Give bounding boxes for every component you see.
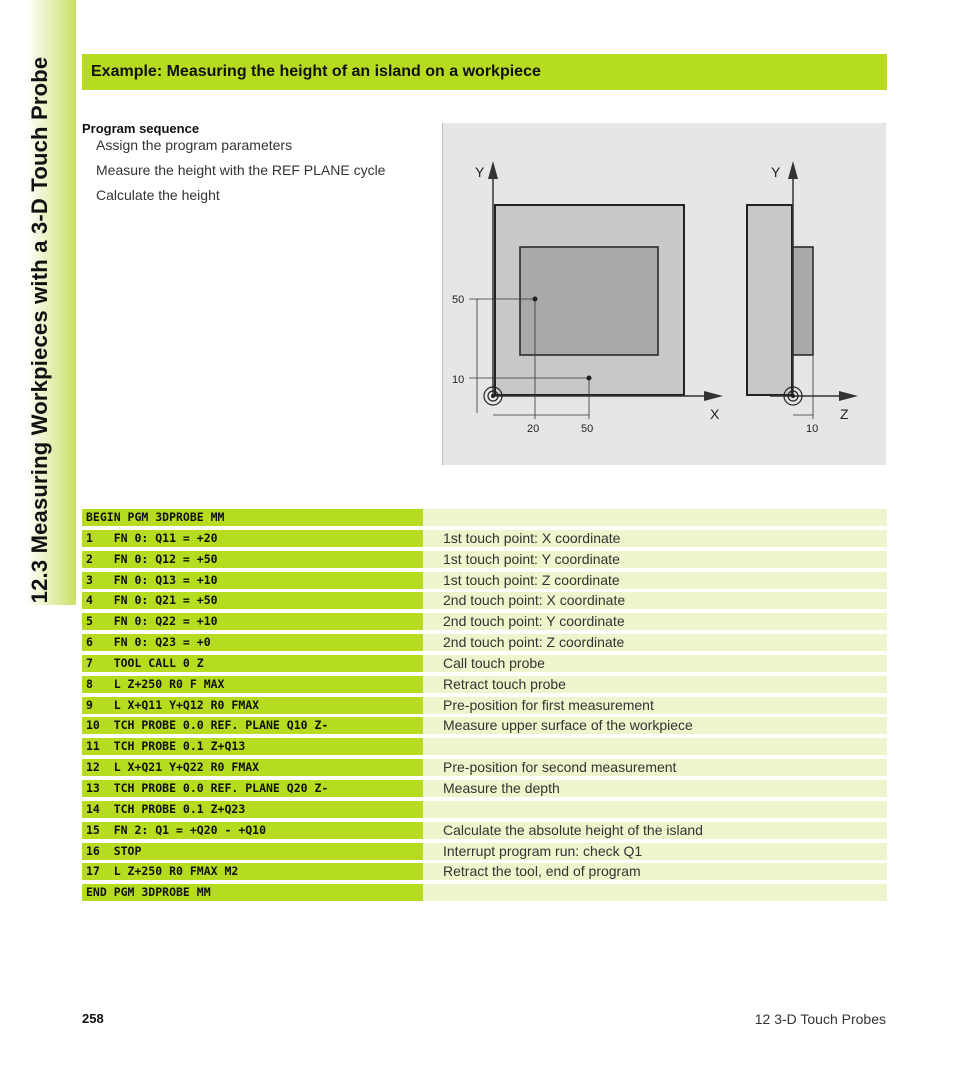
program-description: 2nd touch point: Z coordinate: [423, 634, 887, 651]
sequence-item: Calculate the height: [96, 187, 220, 203]
y-axis-arrow: [488, 161, 498, 179]
program-row: [82, 613, 887, 630]
program-description: [423, 509, 887, 526]
program-description: Measure the depth: [423, 780, 887, 797]
program-row: [82, 759, 887, 776]
sequence-item: Measure the height with the REF PLANE cycle: [96, 162, 386, 178]
workpiece-figure: [442, 123, 886, 465]
example-header: [82, 54, 887, 90]
program-row: [82, 634, 887, 651]
program-row: [82, 780, 887, 797]
program-description: Pre-position for first measurement: [423, 697, 887, 714]
program-code: 9 L X+Q11 Y+Q12 R0 FMAX: [82, 697, 423, 714]
program-code: END PGM 3DPROBE MM: [82, 884, 423, 901]
program-description: Retract the tool, end of program: [423, 863, 887, 880]
program-description: 1st touch point: Z coordinate: [423, 572, 887, 589]
y-axis-label-right: Y: [771, 164, 781, 180]
program-row: [82, 697, 887, 714]
program-description: 2nd touch point: Y coordinate: [423, 613, 887, 630]
z-axis-label: Z: [840, 406, 849, 422]
example-title: Example: Measuring the height of an island on a workpiece: [91, 63, 541, 80]
program-row: [82, 592, 887, 609]
program-description: 1st touch point: X coordinate: [423, 530, 887, 547]
program-description: Measure upper surface of the workpiece: [423, 717, 887, 734]
program-code: 8 L Z+250 R0 F MAX: [82, 676, 423, 693]
program-description: Retract touch probe: [423, 676, 887, 693]
program-row: [82, 655, 887, 672]
program-description: Calculate the absolute height of the island: [423, 822, 887, 839]
z-axis-arrow: [839, 391, 858, 401]
program-code: 12 L X+Q21 Y+Q22 R0 FMAX: [82, 759, 423, 776]
program-description: 2nd touch point: X coordinate: [423, 592, 887, 609]
touch-point-1: [533, 297, 538, 302]
program-description: Pre-position for second measurement: [423, 759, 887, 776]
chapter-title: 12.3 Measuring Workpieces with a 3-D Touch Probe: [27, 56, 52, 604]
dim-label-20-x: 20: [527, 423, 540, 435]
program-listing: [82, 509, 887, 905]
sequence-heading: Program sequence: [82, 121, 200, 136]
program-code: 16 STOP: [82, 843, 423, 860]
program-code: 6 FN 0: Q23 = +0: [82, 634, 423, 651]
program-row: [82, 822, 887, 839]
program-code: 3 FN 0: Q13 = +10: [82, 572, 423, 589]
program-code: 2 FN 0: Q12 = +50: [82, 551, 423, 568]
y-axis-label: Y: [475, 164, 485, 180]
program-code: 11 TCH PROBE 0.1 Z+Q13: [82, 738, 423, 755]
program-row: [82, 530, 887, 547]
dim-label-50-x: 50: [581, 423, 594, 435]
program-code: 17 L Z+250 R0 FMAX M2: [82, 863, 423, 880]
x-axis-label: X: [710, 406, 720, 422]
sequence-item: Assign the program parameters: [96, 137, 293, 153]
program-row: [82, 551, 887, 568]
program-row: [82, 676, 887, 693]
dim-label-10-z: 10: [806, 423, 819, 435]
program-code: 10 TCH PROBE 0.0 REF. PLANE Q10 Z-: [82, 717, 423, 734]
workpiece-drawing: [442, 123, 886, 465]
program-code: 1 FN 0: Q11 = +20: [82, 530, 423, 547]
island-top-view: [520, 247, 658, 355]
program-code: 13 TCH PROBE 0.0 REF. PLANE Q20 Z-: [82, 780, 423, 797]
program-code: BEGIN PGM 3DPROBE MM: [82, 509, 423, 526]
dim-label-50-y: 50: [452, 294, 465, 306]
touch-point-2: [587, 376, 592, 381]
program-description: Call touch probe: [423, 655, 887, 672]
program-description: [423, 884, 887, 901]
program-code: 15 FN 2: Q1 = +Q20 - +Q10: [82, 822, 423, 839]
page-number: 258: [82, 1011, 104, 1026]
program-row: [82, 843, 887, 860]
program-description: [423, 738, 887, 755]
program-description: 1st touch point: Y coordinate: [423, 551, 887, 568]
island-side-view: [792, 247, 813, 355]
program-description: [423, 801, 887, 818]
program-row: [82, 509, 887, 526]
program-row: [82, 801, 887, 818]
program-row: [82, 738, 887, 755]
program-code: 7 TOOL CALL 0 Z: [82, 655, 423, 672]
dim-label-10-y: 10: [452, 374, 465, 386]
chapter-footer: 12 3-D Touch Probes: [754, 1011, 886, 1027]
program-row: [82, 717, 887, 734]
program-code: 14 TCH PROBE 0.1 Z+Q23: [82, 801, 423, 818]
x-axis-arrow: [704, 391, 723, 401]
program-code: 4 FN 0: Q21 = +50: [82, 592, 423, 609]
workpiece-side-view: [747, 205, 792, 395]
program-row: [82, 572, 887, 589]
y-axis-arrow-right: [788, 161, 798, 179]
program-row: [82, 884, 887, 901]
chapter-side-tab: [0, 0, 76, 605]
program-description: Interrupt program run: check Q1: [423, 843, 887, 860]
program-code: 5 FN 0: Q22 = +10: [82, 613, 423, 630]
program-row: [82, 863, 887, 880]
